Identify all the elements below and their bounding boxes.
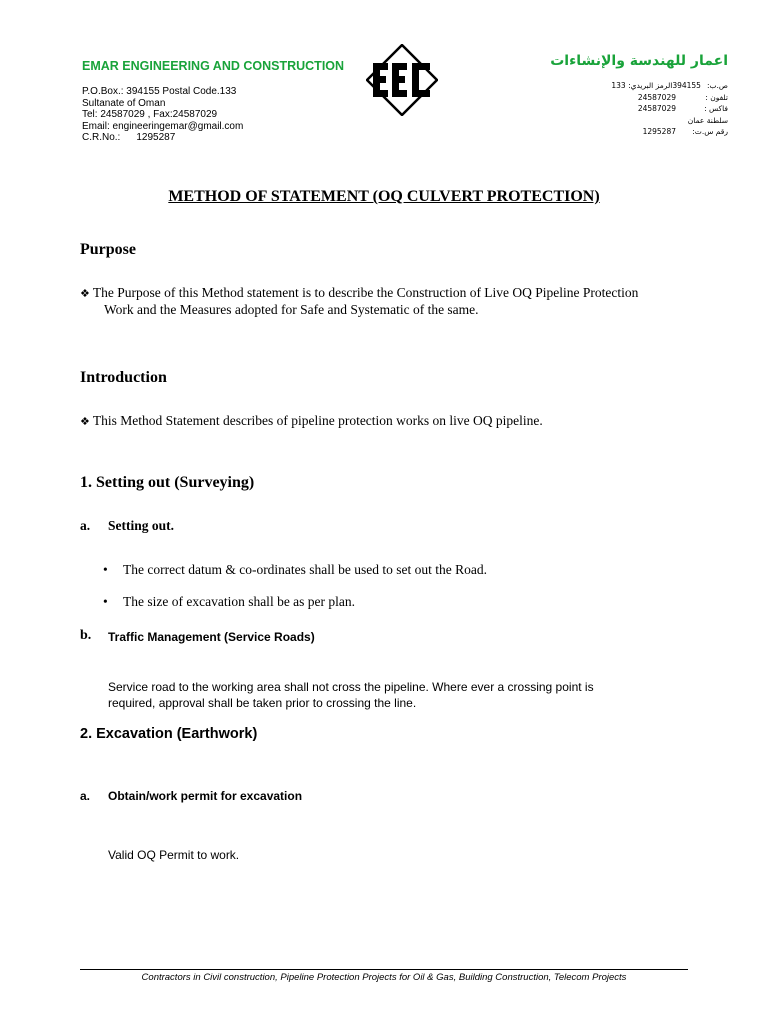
list-item-text: The correct datum & co-ordinates shall be used to set out the Road. xyxy=(123,562,488,577)
telfax-line: Tel: 24587029 , Fax:24587029 xyxy=(82,109,218,120)
crno-line xyxy=(82,132,243,144)
ar-cr-value: 1295287 xyxy=(642,127,676,136)
country-line: Sultanate of Oman xyxy=(82,97,166,109)
section1-b-marker: b. xyxy=(80,628,92,643)
ar-pobox-value: 394155الرمز البريدي: 133 xyxy=(611,81,701,90)
purpose-paragraph xyxy=(80,285,638,318)
ar-phone-row xyxy=(560,92,728,104)
company-name-en: EMAR ENGINEERING AND CONSTRUCTION xyxy=(82,59,345,73)
ar-cr-label: رقم س.ت: xyxy=(692,127,728,136)
contact-block-en xyxy=(82,86,243,144)
crno-value: 1295287 xyxy=(136,132,176,143)
purpose-line-1: The Purpose of this Method statement is to describe the Construction of Live OQ Pipeline Protection xyxy=(92,285,639,300)
email-line: Email: engineeringemar@gmail.com xyxy=(82,120,244,132)
company-logo xyxy=(366,44,438,116)
ar-phone-value: 24587029 xyxy=(637,92,676,102)
section2-a-title: Obtain/work permit for excavation xyxy=(108,789,303,803)
crno-label: C.R.No.: xyxy=(82,132,121,143)
contact-block-ar xyxy=(560,80,728,138)
ar-country: سلطنة عمان xyxy=(687,115,728,125)
section1-a-marker: a. xyxy=(80,518,91,533)
bullet-dot-icon: • xyxy=(103,594,108,609)
section1-b-paragraph xyxy=(108,679,594,711)
ar-fax-label: فاكس : xyxy=(704,104,728,113)
section1-b-line-1: Service road to the working area shall not cross the pipeline. Where ever a crossing point is xyxy=(108,680,594,694)
purpose-heading: Purpose xyxy=(80,241,136,258)
ar-fax-row xyxy=(560,103,728,115)
purpose-line-2: Work and the Measures adopted for Safe and Systematic of the same. xyxy=(104,302,479,317)
diamond-bullet-icon: ❖ xyxy=(80,287,90,300)
section2-a-text: Valid OQ Permit to work. xyxy=(108,848,240,862)
section2-a-marker: a. xyxy=(80,789,91,803)
introduction-text: This Method Statement describes of pipeline protection works on live OQ pipeline. xyxy=(92,413,543,428)
list-item xyxy=(103,594,355,610)
ar-fax-value: 24587029 xyxy=(637,104,676,113)
section1-b-title: Traffic Management (Service Roads) xyxy=(108,630,315,644)
section1-a-title: Setting out. xyxy=(108,518,175,533)
ar-cr-row xyxy=(560,126,728,138)
introduction-paragraph xyxy=(80,413,543,430)
pobox-line: P.O.Box.: 394155 Postal Code.133 xyxy=(82,86,237,97)
document-title: METHOD OF STATEMENT (OQ CULVERT PROTECTION) xyxy=(168,188,600,205)
section1-b-line-2: required, approval shall be taken prior to crossing the line. xyxy=(108,696,417,710)
section2-heading: 2. Excavation (Earthwork) xyxy=(80,726,258,742)
introduction-heading: Introduction xyxy=(80,369,167,386)
bullet-dot-icon: • xyxy=(103,562,108,577)
footer-divider xyxy=(80,969,688,970)
section1-heading: 1. Setting out (Surveying) xyxy=(80,474,255,491)
list-item xyxy=(103,562,487,578)
ar-pobox-row xyxy=(560,80,728,92)
ar-pobox-label: ص.ب: xyxy=(706,81,728,90)
ar-phone-label: تلفون : xyxy=(705,92,728,102)
ar-country-row xyxy=(560,115,728,127)
diamond-bullet-icon: ❖ xyxy=(80,415,90,428)
footer-text: Contractors in Civil construction, Pipeline Protection Projects for Oil & Gas, Building Construction, Telecom Projects xyxy=(141,972,627,983)
list-item-text: The size of excavation shall be as per plan. xyxy=(123,594,356,609)
company-name-ar: اعمار للهندسة والإنشاءات xyxy=(550,53,728,69)
